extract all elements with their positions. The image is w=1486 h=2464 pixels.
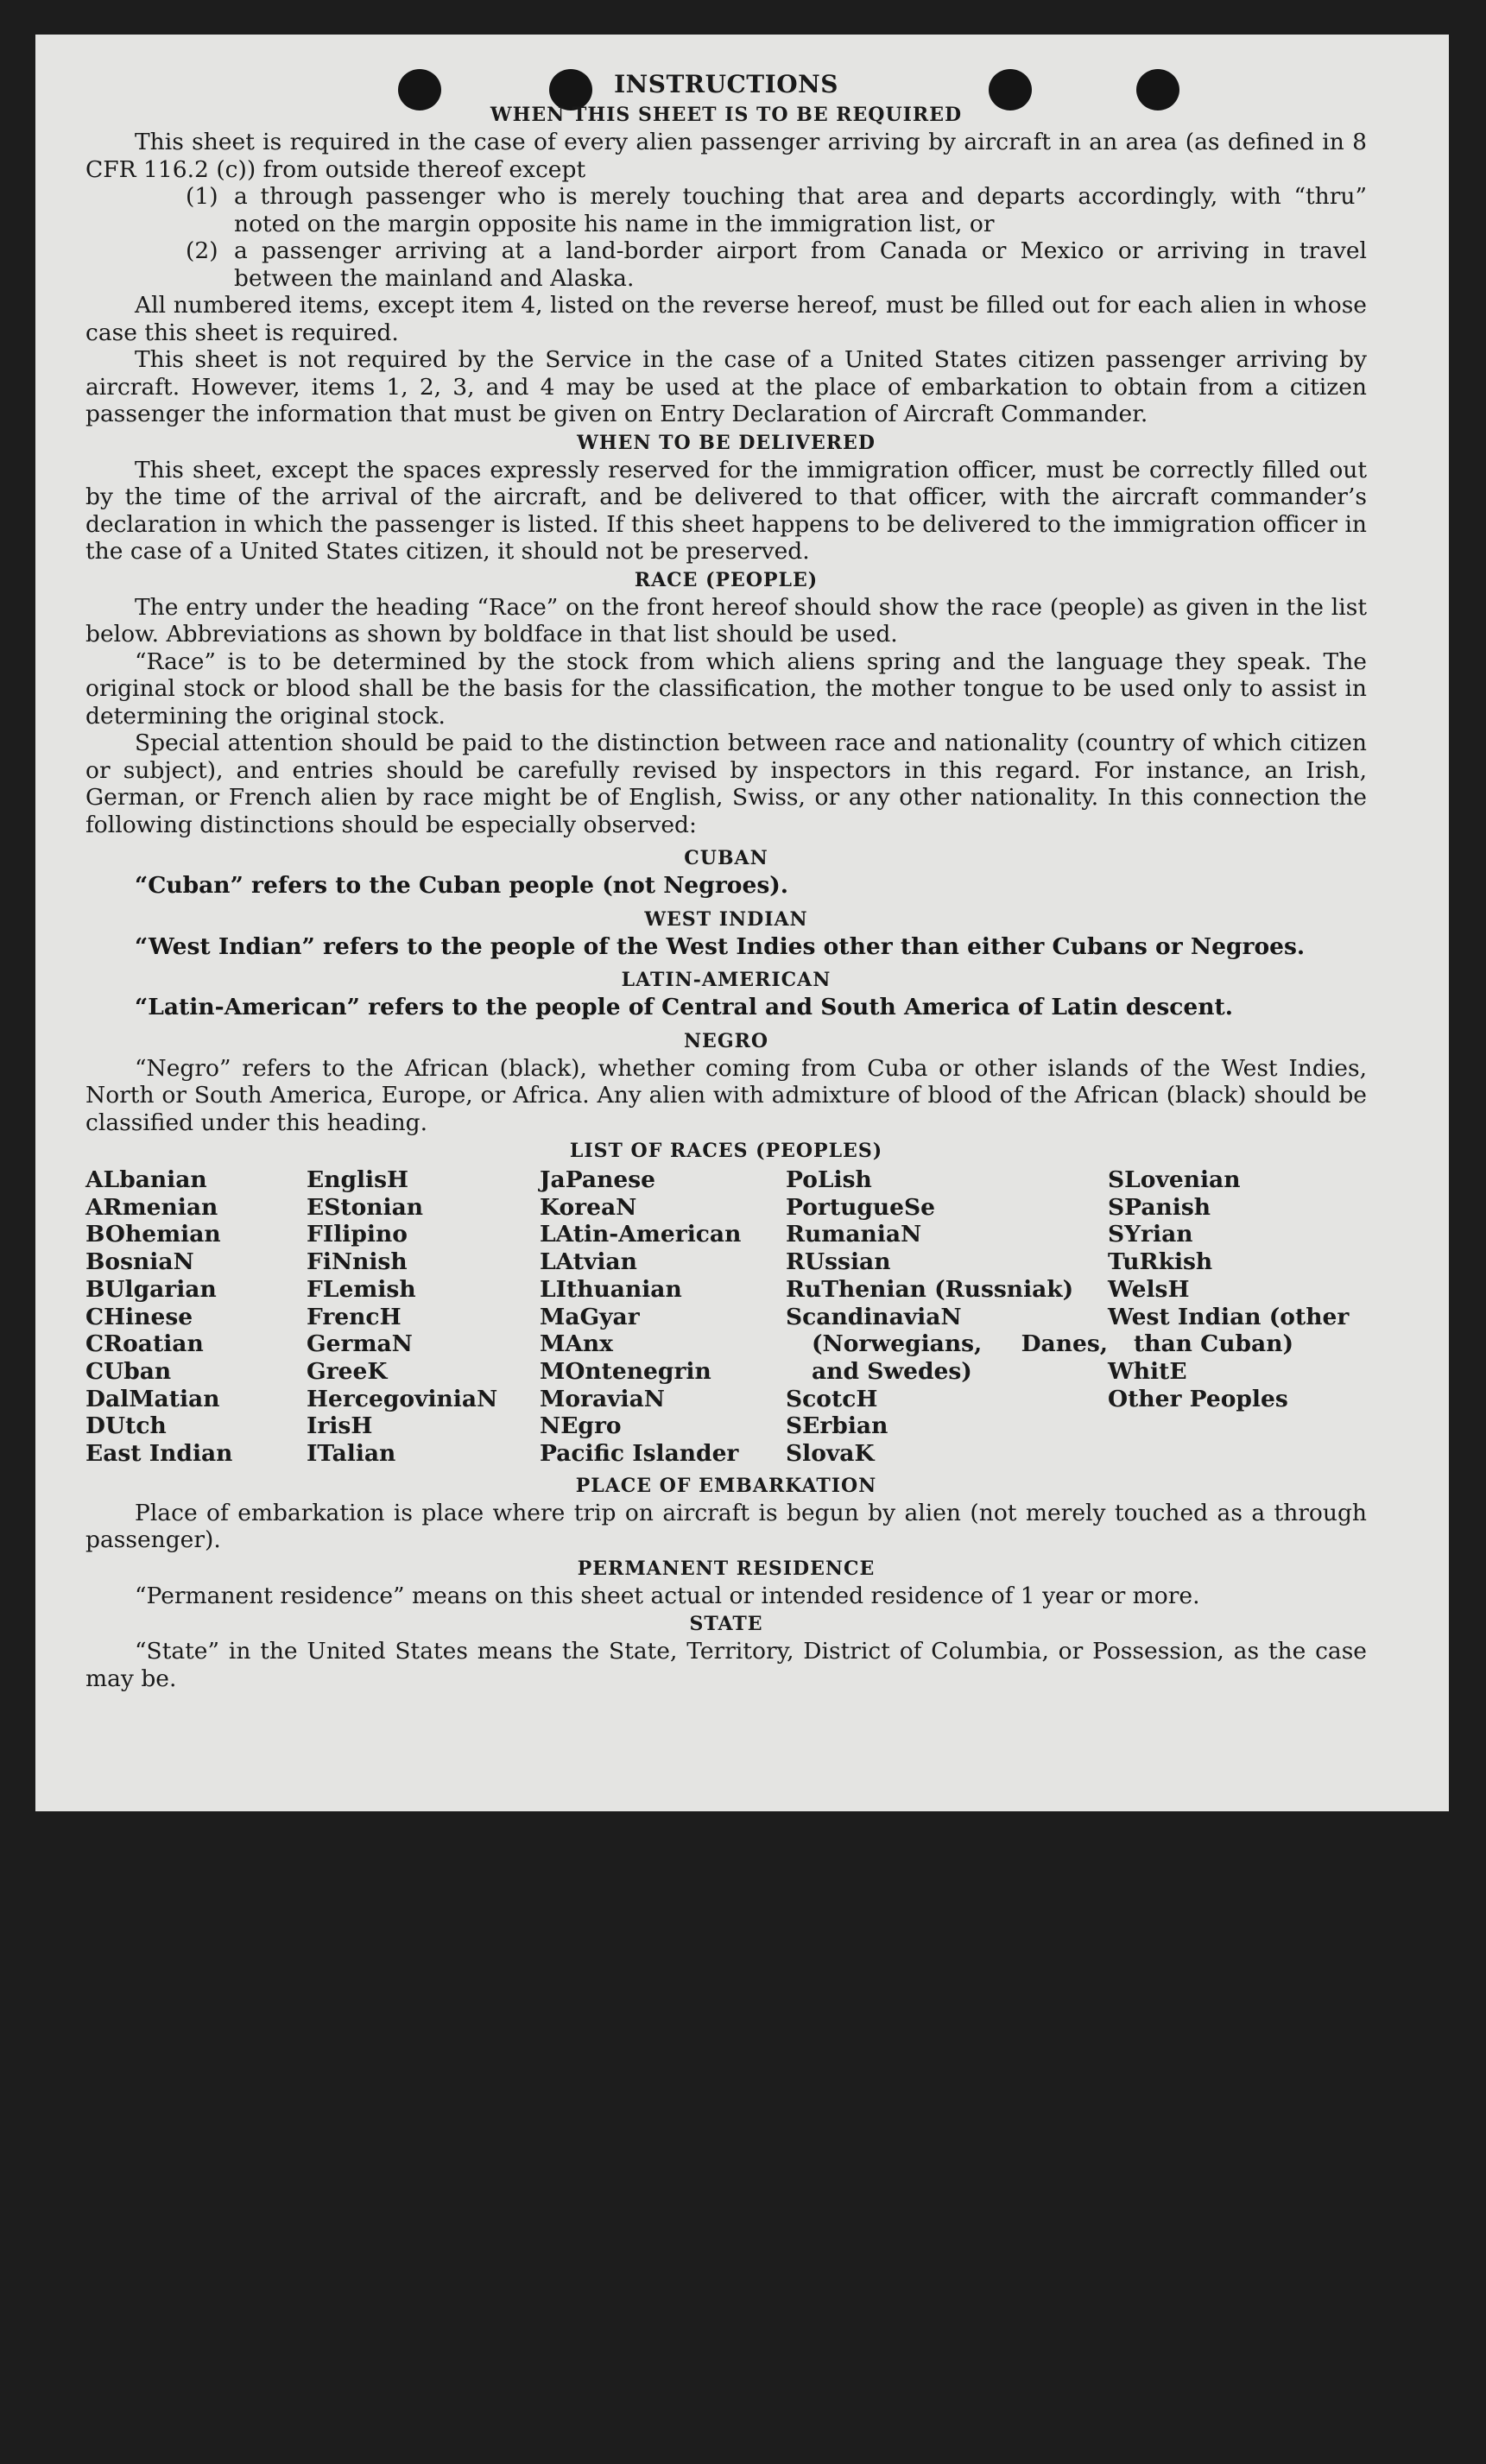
section-heading: PLACE OF EMBARKATION	[575, 1474, 877, 1497]
race-item: WelsH	[1108, 1275, 1190, 1303]
race-item: West Indian (other than Cuban)	[1108, 1303, 1350, 1358]
list-item	[186, 237, 1367, 292]
race-column	[786, 1166, 1108, 1468]
race-item: EnglisH	[307, 1166, 409, 1193]
item-text: a passenger arriving at a land-border airport from Canada or Mexico or arriving in travel between the mainland and Alaska.	[234, 237, 1367, 292]
race-item: DalMatian	[85, 1385, 220, 1412]
race-item: FiNnish	[307, 1248, 408, 1276]
race-item: ScotcH	[786, 1385, 878, 1412]
race-item: CRoatian	[85, 1330, 204, 1358]
section-heading: WEST INDIAN	[644, 907, 808, 931]
race-item: KoreaN	[540, 1193, 637, 1221]
race-item: FIlipino	[307, 1221, 408, 1248]
paragraph: “Race” is to be determined by the stock from which aliens spring and the language they speak. The original stock or blood shall be the basis for the classification, the mother tongue to be used only to assist in determining the original stock.	[85, 648, 1367, 730]
race-item: Pacific Islander	[540, 1440, 739, 1468]
instructions-text	[85, 69, 1367, 1692]
paragraph: The entry under the heading “Race” on the front hereof should show the race (people) as given in the list below. Abbreviations as shown by boldface in that list should be used.	[85, 593, 1367, 648]
race-item: MOntenegrin	[540, 1357, 711, 1385]
race-item: MaGyar	[540, 1303, 640, 1330]
paragraph: This sheet is required in the case of every alien passenger arriving by aircraft in an area (as defined in 8 CFR 116.2 (c)) from outside thereof except	[85, 129, 1367, 183]
item-text: a through passenger who is merely touching that area and departs accordingly, with “thru” noted on the margin opposite his name in the immigration list, or	[234, 183, 1367, 237]
item-number: (2)	[186, 237, 218, 264]
section-heading: CUBAN	[684, 847, 768, 869]
section-heading: PERMANENT RESIDENCE	[577, 1557, 876, 1580]
race-item: CUban	[85, 1357, 172, 1385]
race-item: PortugueSe	[786, 1193, 936, 1221]
section-heading: RACE (PEOPLE)	[634, 568, 819, 591]
race-item: LAtin-American	[540, 1221, 742, 1248]
race-item: CHinese	[85, 1303, 193, 1330]
race-item: SLovenian	[1108, 1166, 1241, 1193]
race-item: SPanish	[1108, 1193, 1211, 1221]
race-item: EStonian	[307, 1193, 424, 1221]
race-item: NEgro	[540, 1412, 622, 1440]
race-item: DUtch	[85, 1412, 167, 1440]
race-item: TuRkish	[1108, 1248, 1213, 1276]
race-item: WhitE	[1108, 1357, 1187, 1385]
definition: “Latin-American” refers to the people of Central and South America of Latin descent.	[135, 994, 1233, 1020]
race-item: RUssian	[786, 1248, 891, 1276]
definition: “Negro” refers to the African (black), whether coming from Cuba or other islands of the West Indies, North or South America, Europe, or Africa. Any alien with admixture of blood of the African (black) should be classified under this heading.	[85, 1054, 1367, 1136]
race-list	[85, 1166, 1367, 1468]
race-item: RumaniaN	[786, 1221, 922, 1248]
race-item: IrisH	[307, 1412, 373, 1440]
section-heading: NEGRO	[683, 1029, 769, 1052]
race-item: HercegoviniaN	[307, 1385, 498, 1412]
section-heading: LIST OF RACES (PEOPLES)	[569, 1140, 883, 1162]
definition: “State” in the United States means the State, Territory, District of Columbia, or Possession, as the case may be.	[85, 1638, 1367, 1692]
race-item: GermaN	[307, 1330, 413, 1358]
paragraph: This sheet, except the spaces expressly reserved for the immigration officer, must be correctly filled out by the time of the arrival of the aircraft, and be delivered to that officer, with the aircraft commander’s declaration in which the passenger is listed. If this sheet happens to be delivered to the immigration officer in the case of a United States citizen, it should not be preserved.	[85, 456, 1367, 565]
definition: “Permanent residence” means on this sheet actual or intended residence of 1 year or more.	[135, 1582, 1200, 1609]
page-title: INSTRUCTIONS	[614, 70, 838, 98]
paragraph: This sheet is not required by the Service in the case of a United States citizen passenger arriving by aircraft. However, items 1, 2, 3, and 4 may be used at the place of embarkation to obtain from a citizen passenger the information that must be given on Entry Declaration of Aircraft Commander.	[85, 346, 1367, 427]
race-item: ScandinaviaN (Norwegians, Danes, and Swedes)	[786, 1303, 1108, 1385]
race-item: SYrian	[1108, 1221, 1193, 1248]
race-item: ALbanian	[85, 1166, 207, 1193]
race-item: RuThenian (Russniak)	[786, 1275, 1074, 1303]
race-column	[540, 1166, 786, 1468]
section-heading: WHEN THIS SHEET IS TO BE REQUIRED	[490, 104, 963, 126]
race-column	[1108, 1166, 1367, 1468]
race-item: FrencH	[307, 1303, 402, 1330]
race-column	[85, 1166, 307, 1468]
section-heading: LATIN-AMERICAN	[621, 969, 832, 991]
definition: “West Indian” refers to the people of the West Indies other than either Cubans or Negroes.	[135, 932, 1306, 960]
race-item: ARmenian	[85, 1193, 218, 1221]
race-item: FLemish	[307, 1275, 416, 1303]
item-number: (1)	[186, 183, 218, 210]
race-item: BOhemian	[85, 1221, 221, 1248]
race-item: ITalian	[307, 1440, 396, 1468]
list-item	[186, 183, 1367, 237]
race-item: GreeK	[307, 1357, 388, 1385]
race-column	[307, 1166, 540, 1468]
race-item: MAnx	[540, 1330, 613, 1358]
race-item: SlovaK	[786, 1440, 875, 1468]
section-heading: STATE	[689, 1613, 763, 1636]
race-item: Other Peoples	[1108, 1385, 1288, 1412]
race-item: LIthuanian	[540, 1275, 682, 1303]
race-item: East Indian	[85, 1440, 233, 1468]
race-item: BUlgarian	[85, 1275, 217, 1303]
paragraph: All numbered items, except item 4, listed on the reverse hereof, must be filled out for each alien in whose case this sheet is required.	[85, 292, 1367, 346]
definition: Place of embarkation is place where trip on aircraft is begun by alien (not merely touched as a through passenger).	[85, 1499, 1367, 1554]
race-item: SErbian	[786, 1412, 888, 1440]
paragraph: Special attention should be paid to the distinction between race and nationality (country of which citizen or subject), and entries should be carefully revised by inspectors in this regard. For instance, an Irish, German, or French alien by race might be of English, Swiss, or any other nationality. In this connection the following distinctions should be especially observed:	[85, 730, 1367, 838]
race-item: BosniaN	[85, 1248, 194, 1276]
race-item: LAtvian	[540, 1248, 637, 1276]
definition: “Cuban” refers to the Cuban people (not Negroes).	[135, 872, 788, 899]
section-heading: WHEN TO BE DELIVERED	[577, 431, 876, 454]
race-item: JaPanese	[540, 1166, 656, 1193]
race-item: PoLish	[786, 1166, 872, 1193]
race-item: MoraviaN	[540, 1385, 665, 1412]
